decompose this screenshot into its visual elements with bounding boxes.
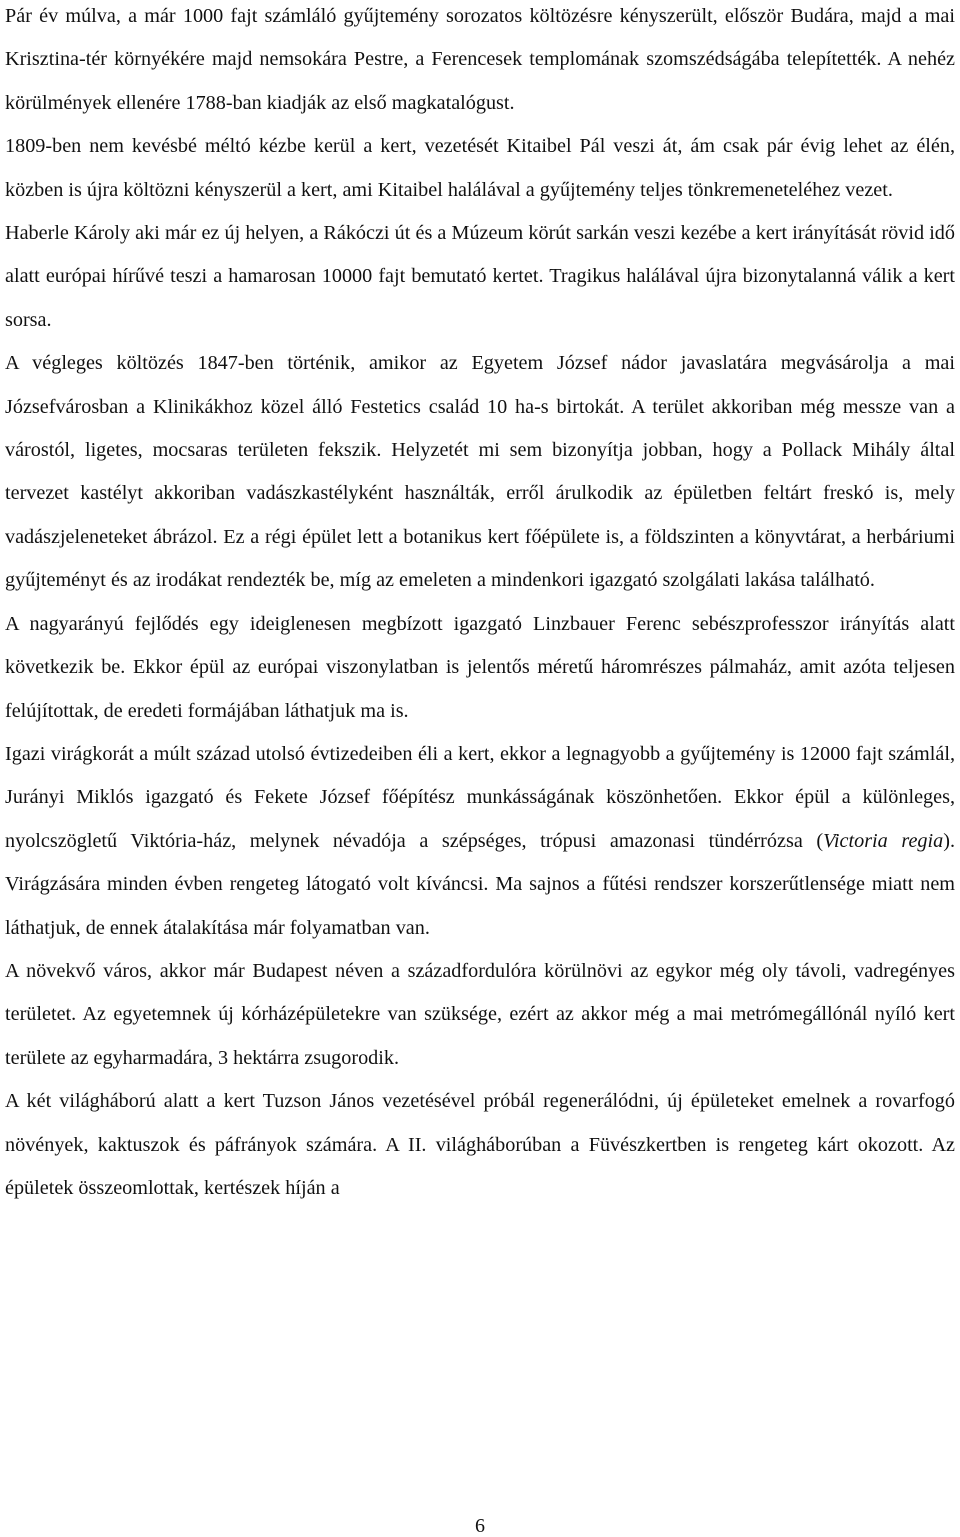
paragraph-1: Pár év múlva, a már 1000 fajt számláló gyűjtemény sorozatos költözésre kényszerült, először Budára, majd a mai Krisztina-tér környékére majd nemsokára Pestre, a Ferencesek templomának szomszédságába telepítették. A nehéz körülmények ellenére 1788-ban kiadják az első magkatalógust.	[5, 5, 955, 114]
paragraph-6	[5, 733, 955, 950]
paragraph-2: 1809-ben nem kevésbé méltó kézbe kerül a kert, vezetését Kitaibel Pál veszi át, ám csak pár évig lehet az élén, közben is újra költözni kényszerül a kert, ami Kitaibel halálával a gyűjtemény teljes tönkremeneteléhez vezet.	[5, 135, 955, 201]
page-number: 6	[475, 1515, 485, 1537]
paragraph-5: A nagyarányú fejlődés egy ideiglenesen megbízott igazgató Linzbauer Ferenc sebészprofesszor irányítás alatt következik be. Ekkor épül az európai viszonylatban is jelentős méretű háromrészes pálmaház, amit azóta teljesen felújítottak, de eredeti formájában láthatjuk ma is.	[5, 612, 955, 722]
paragraph-6-text-start: Igazi virágkorát a múlt század utolsó évtizedeiben éli a kert, ekkor a legnagyobb a gyűjtemény is 12000 fajt számlál, Jurányi Miklós igazgató és Fekete József főépítész munkásságának köszönhetően. Ekkor épül a különleges, nyolcszögletű Viktória-ház, melynek névadója a szépséges, trópusi amazonasi tündérrózsa (	[5, 742, 955, 852]
body-text	[5, 0, 955, 1210]
document-page	[5, 0, 955, 1537]
paragraph-7: A növekvő város, akkor már Budapest néven a századfordulóra körülnövi az egykor még oly távoli, vadregényes területet. Az egyetemnek új kórházépületekre van szüksége, ezért az akkor még a mai metrómegállónál nyíló kert területe az egyharmadára, 3 hektárra zsugorodik.	[5, 959, 955, 1069]
paragraph-4: A végleges költözés 1847-ben történik, amikor az Egyetem József nádor javaslatára megvásárolja a mai Józsefvárosban a Klinikákhoz közel álló Festetics család 10 ha-s birtokát. A terület akkoriban még messze van a várostól, ligetes, mocsaras területen fekszik. Helyzetét mi sem bizonyítja jobban, hogy a Pollack Mihály által tervezet kastélyt akkoriban vadászkastélyként használták, erről árulkodik az épületben feltárt freskó is, mely vadászjeleneteket ábrázol. Ez a régi épület lett a botanikus kert főépülete is, a földszinten a könyvtárat, a herbáriumi gyűjteményt és az irodákat rendezték be, míg az emeleten a mindenkori igazgató szolgálati lakása található.	[5, 352, 955, 592]
species-name-italic: Victoria regia	[823, 829, 944, 852]
paragraph-8: A két világháború alatt a kert Tuzson János vezetésével próbál regenerálódni, új épületeket emelnek a rovarfogó növények, kaktuszok és páfrányok számára. A II. világháborúban a Füvészkertben is rengeteg kárt okozott. Az épületek összeomlottak, kertészek híján a	[5, 1090, 955, 1199]
paragraph-3: Haberle Károly aki már ez új helyen, a Rákóczi út és a Múzeum körút sarkán veszi kezébe a kert irányítását rövid idő alatt európai hírűvé teszi a hamarosan 10000 fajt bemutató kertet. Tragikus halálával újra bizonytalanná válik a kert sorsa.	[5, 222, 955, 331]
paragraph-6-text-end: ). Virágzására minden évben rengeteg látogató volt kíváncsi. Ma sajnos a fűtési rendszer korszerűtlensége miatt nem láthatjuk, de ennek átalakítása már folyamatban van.	[5, 829, 955, 939]
